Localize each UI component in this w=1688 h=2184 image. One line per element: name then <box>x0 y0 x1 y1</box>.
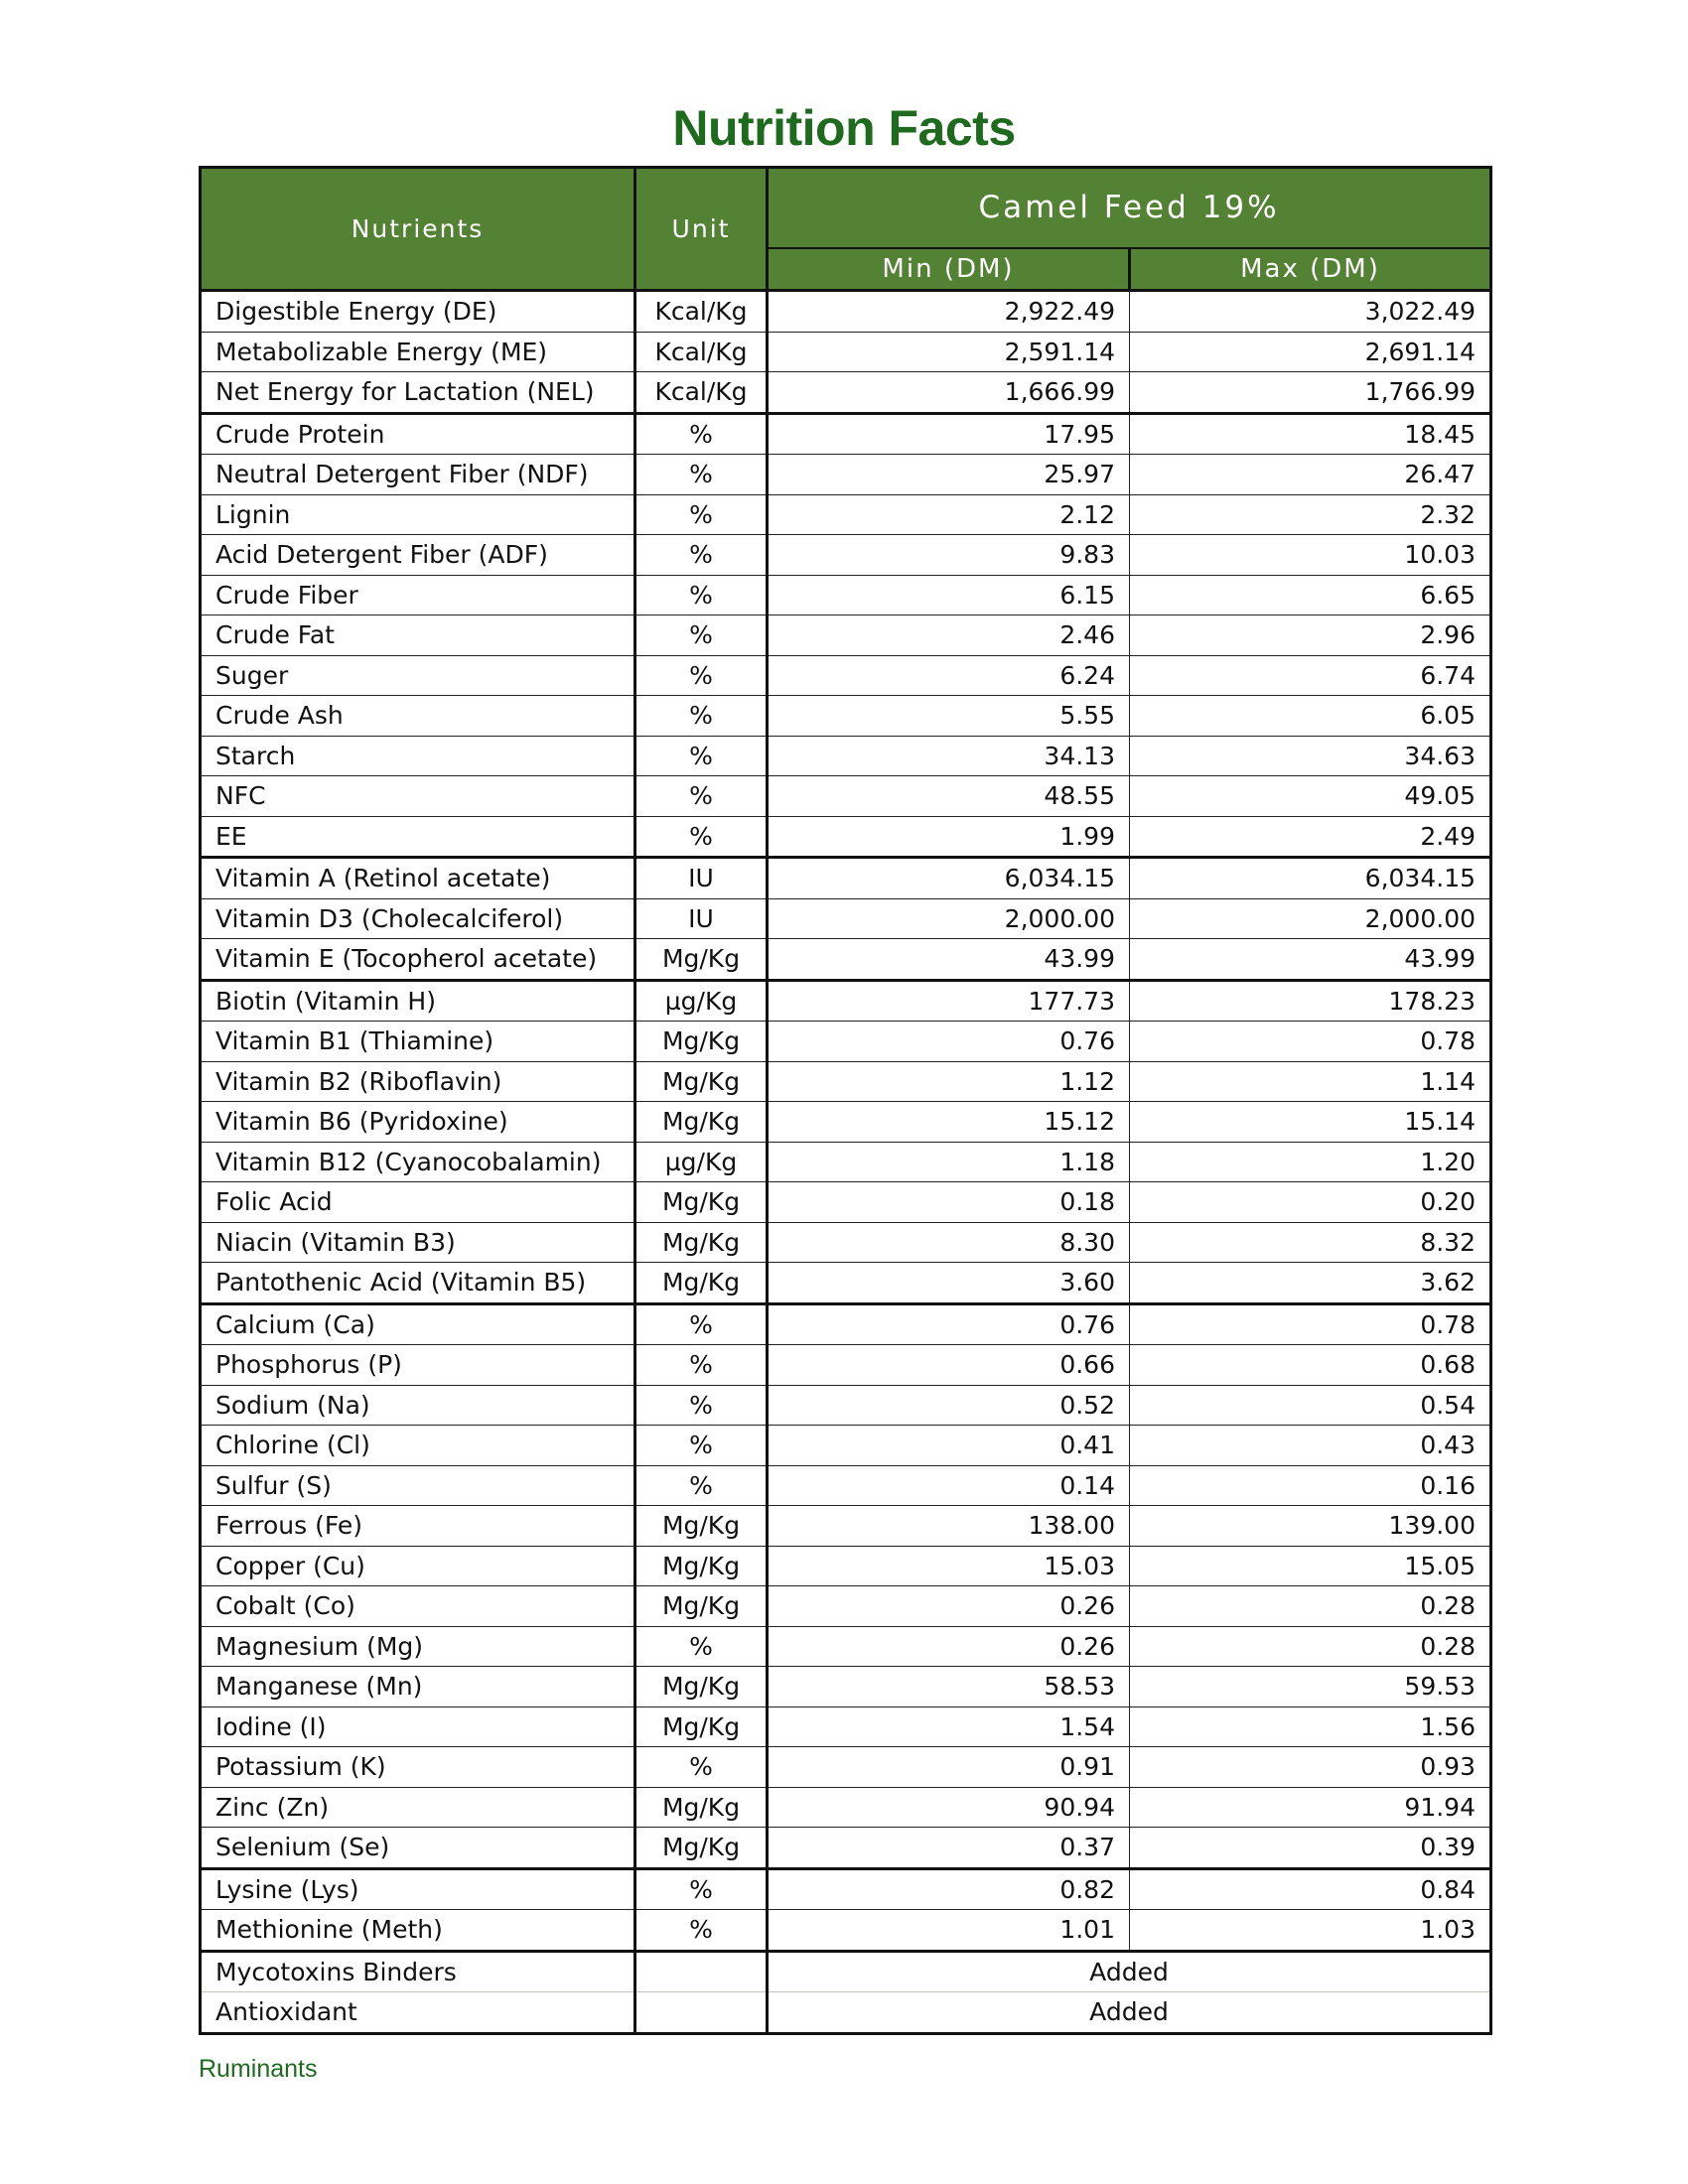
table-row <box>201 898 1491 939</box>
nutrient-name: Lysine (Lys) <box>201 1868 635 1910</box>
nutrient-name: Antioxidant <box>201 1992 635 2034</box>
nutrient-unit: Kcal/Kg <box>635 372 768 414</box>
table-row <box>201 816 1491 858</box>
nutrient-unit: % <box>635 1465 768 1506</box>
min-value: 0.26 <box>768 1586 1130 1627</box>
nutrient-name: Mycotoxins Binders <box>201 1951 635 1992</box>
max-value: 3.62 <box>1130 1263 1491 1304</box>
nutrient-name: Iodine (I) <box>201 1706 635 1747</box>
nutrient-name: EE <box>201 816 635 858</box>
nutrient-name: Crude Ash <box>201 696 635 737</box>
nutrient-name: Potassium (K) <box>201 1747 635 1788</box>
min-value: 15.12 <box>768 1102 1130 1143</box>
nutrient-unit: Mg/Kg <box>635 1667 768 1707</box>
min-value: 0.52 <box>768 1385 1130 1426</box>
nutrient-name: Net Energy for Lactation (NEL) <box>201 372 635 414</box>
nutrient-unit: Mg/Kg <box>635 1182 768 1223</box>
max-value: 15.05 <box>1130 1546 1491 1586</box>
max-value: 0.28 <box>1130 1586 1491 1627</box>
nutrient-unit: % <box>635 1747 768 1788</box>
min-value: 9.83 <box>768 535 1130 576</box>
max-value: 0.39 <box>1130 1828 1491 1869</box>
min-value: 2,000.00 <box>768 898 1130 939</box>
max-value: 59.53 <box>1130 1667 1491 1707</box>
max-value: 178.23 <box>1130 980 1491 1022</box>
table-row <box>201 1263 1491 1304</box>
nutrient-name: Vitamin E (Tocopherol acetate) <box>201 939 635 981</box>
max-value: 0.28 <box>1130 1626 1491 1667</box>
nutrient-name: NFC <box>201 776 635 817</box>
min-value: 17.95 <box>768 413 1130 455</box>
unit-header: Unit <box>635 168 768 291</box>
nutrient-name: Pantothenic Acid (Vitamin B5) <box>201 1263 635 1304</box>
nutrient-unit: Mg/Kg <box>635 1706 768 1747</box>
table-row <box>201 1142 1491 1182</box>
nutrient-unit: Mg/Kg <box>635 1022 768 1062</box>
table-row <box>201 535 1491 576</box>
min-value: 0.82 <box>768 1868 1130 1910</box>
table-row <box>201 1222 1491 1263</box>
nutrient-unit: Kcal/Kg <box>635 332 768 372</box>
footer-category: Ruminants <box>199 2055 318 2083</box>
min-value: 138.00 <box>768 1506 1130 1547</box>
min-value: 3.60 <box>768 1263 1130 1304</box>
table-row <box>201 1385 1491 1426</box>
min-value: 5.55 <box>768 696 1130 737</box>
table-row <box>201 736 1491 776</box>
nutrient-unit: % <box>635 816 768 858</box>
product-header: Camel Feed 19% <box>768 168 1491 248</box>
nutrient-name: Vitamin B2 (Riboflavin) <box>201 1061 635 1102</box>
max-value: 10.03 <box>1130 535 1491 576</box>
table-row <box>201 1465 1491 1506</box>
nutrient-name: Crude Fiber <box>201 575 635 615</box>
min-header: Min (DM) <box>768 248 1130 291</box>
page-title: Nutrition Facts <box>672 100 1016 156</box>
min-value: 1,666.99 <box>768 372 1130 414</box>
table-row <box>201 1506 1491 1547</box>
table-row <box>201 494 1491 535</box>
min-value: 0.76 <box>768 1303 1130 1345</box>
max-value: 139.00 <box>1130 1506 1491 1547</box>
added-value: Added <box>768 1951 1491 1992</box>
nutrient-unit: Mg/Kg <box>635 1061 768 1102</box>
min-value: 1.54 <box>768 1706 1130 1747</box>
nutrient-unit: % <box>635 696 768 737</box>
nutrient-unit <box>635 1992 768 2034</box>
table-row <box>201 1667 1491 1707</box>
nutrient-name: Acid Detergent Fiber (ADF) <box>201 535 635 576</box>
min-value: 8.30 <box>768 1222 1130 1263</box>
nutrient-name: Suger <box>201 655 635 696</box>
min-value: 0.26 <box>768 1626 1130 1667</box>
max-value: 15.14 <box>1130 1102 1491 1143</box>
min-value: 0.91 <box>768 1747 1130 1788</box>
max-value: 18.45 <box>1130 413 1491 455</box>
nutrient-unit: Mg/Kg <box>635 1787 768 1828</box>
nutrient-unit: % <box>635 494 768 535</box>
nutrient-name: Chlorine (Cl) <box>201 1426 635 1466</box>
table-row <box>201 372 1491 414</box>
max-value: 91.94 <box>1130 1787 1491 1828</box>
max-value: 6.65 <box>1130 575 1491 615</box>
nutrient-name: Vitamin D3 (Cholecalciferol) <box>201 898 635 939</box>
max-value: 2.96 <box>1130 615 1491 656</box>
nutrient-name: Lignin <box>201 494 635 535</box>
nutrient-name: Crude Protein <box>201 413 635 455</box>
max-value: 49.05 <box>1130 776 1491 817</box>
nutrient-unit: IU <box>635 858 768 899</box>
min-value: 48.55 <box>768 776 1130 817</box>
min-value: 2.46 <box>768 615 1130 656</box>
nutrient-unit: Mg/Kg <box>635 939 768 981</box>
nutrient-unit: % <box>635 1626 768 1667</box>
min-value: 0.41 <box>768 1426 1130 1466</box>
table-row <box>201 575 1491 615</box>
nutrient-name: Methionine (Meth) <box>201 1910 635 1952</box>
nutrient-unit: % <box>635 736 768 776</box>
table-row <box>201 1426 1491 1466</box>
nutrient-unit: Mg/Kg <box>635 1828 768 1869</box>
min-value: 6.24 <box>768 655 1130 696</box>
added-value: Added <box>768 1992 1491 2034</box>
table-row <box>201 1061 1491 1102</box>
max-value: 1.56 <box>1130 1706 1491 1747</box>
nutrient-unit: % <box>635 655 768 696</box>
table-row <box>201 1182 1491 1223</box>
min-value: 25.97 <box>768 455 1130 495</box>
nutrient-unit: % <box>635 1345 768 1386</box>
nutrient-unit: % <box>635 413 768 455</box>
table-row <box>201 1303 1491 1345</box>
max-value: 1.20 <box>1130 1142 1491 1182</box>
max-value: 1.03 <box>1130 1910 1491 1952</box>
table-row <box>201 1345 1491 1386</box>
max-value: 8.32 <box>1130 1222 1491 1263</box>
max-value: 2,000.00 <box>1130 898 1491 939</box>
nutrient-unit: % <box>635 1303 768 1345</box>
nutrient-unit: % <box>635 1426 768 1466</box>
nutrient-unit: % <box>635 1868 768 1910</box>
nutrient-name: Folic Acid <box>201 1182 635 1223</box>
table-row <box>201 1828 1491 1869</box>
nutrient-rows <box>201 291 1491 2034</box>
min-value: 0.14 <box>768 1465 1130 1506</box>
max-value: 0.78 <box>1130 1303 1491 1345</box>
nutrients-header: Nutrients <box>201 168 635 291</box>
table-row <box>201 1706 1491 1747</box>
nutrient-name: Vitamin A (Retinol acetate) <box>201 858 635 899</box>
nutrient-name: Copper (Cu) <box>201 1546 635 1586</box>
nutrient-unit: Mg/Kg <box>635 1102 768 1143</box>
table-row <box>201 696 1491 737</box>
max-value: 6,034.15 <box>1130 858 1491 899</box>
min-value: 15.03 <box>768 1546 1130 1586</box>
table-row <box>201 776 1491 817</box>
table-row <box>201 1910 1491 1952</box>
max-value: 1,766.99 <box>1130 372 1491 414</box>
min-value: 1.01 <box>768 1910 1130 1952</box>
nutrient-name: Metabolizable Energy (ME) <box>201 332 635 372</box>
nutrient-unit: µg/Kg <box>635 980 768 1022</box>
max-value: 0.16 <box>1130 1465 1491 1506</box>
nutrient-name: Phosphorus (P) <box>201 1345 635 1386</box>
nutrient-name: Crude Fat <box>201 615 635 656</box>
max-header: Max (DM) <box>1130 248 1491 291</box>
nutrient-name: Vitamin B6 (Pyridoxine) <box>201 1102 635 1143</box>
max-value: 0.43 <box>1130 1426 1491 1466</box>
nutrient-name: Magnesium (Mg) <box>201 1626 635 1667</box>
table-row <box>201 1951 1491 1992</box>
max-value: 6.05 <box>1130 696 1491 737</box>
nutrient-unit: Mg/Kg <box>635 1222 768 1263</box>
table-row <box>201 455 1491 495</box>
min-value: 0.76 <box>768 1022 1130 1062</box>
max-value: 3,022.49 <box>1130 291 1491 333</box>
table-row <box>201 939 1491 981</box>
nutrient-unit: IU <box>635 898 768 939</box>
max-value: 2.32 <box>1130 494 1491 535</box>
nutrient-name: Zinc (Zn) <box>201 1787 635 1828</box>
nutrient-name: Niacin (Vitamin B3) <box>201 1222 635 1263</box>
max-value: 2.49 <box>1130 816 1491 858</box>
nutrient-unit: Kcal/Kg <box>635 291 768 333</box>
max-value: 2,691.14 <box>1130 332 1491 372</box>
nutrient-unit: Mg/Kg <box>635 1586 768 1627</box>
max-value: 34.63 <box>1130 736 1491 776</box>
max-value: 0.78 <box>1130 1022 1491 1062</box>
nutrient-unit: % <box>635 1385 768 1426</box>
table-row <box>201 1992 1491 2034</box>
nutrient-unit: Mg/Kg <box>635 1506 768 1547</box>
min-value: 0.66 <box>768 1345 1130 1386</box>
max-value: 1.14 <box>1130 1061 1491 1102</box>
table-row <box>201 1546 1491 1586</box>
nutrient-name: Manganese (Mn) <box>201 1667 635 1707</box>
min-value: 0.37 <box>768 1828 1130 1869</box>
nutrient-unit: % <box>635 455 768 495</box>
nutrient-name: Biotin (Vitamin H) <box>201 980 635 1022</box>
nutrient-name: Starch <box>201 736 635 776</box>
min-value: 43.99 <box>768 939 1130 981</box>
nutrient-unit: Mg/Kg <box>635 1263 768 1304</box>
nutrient-unit: µg/Kg <box>635 1142 768 1182</box>
nutrient-name: Vitamin B1 (Thiamine) <box>201 1022 635 1062</box>
table-row <box>201 413 1491 455</box>
table-row <box>201 615 1491 656</box>
nutrient-unit: % <box>635 1910 768 1952</box>
table-row <box>201 1102 1491 1143</box>
min-value: 6.15 <box>768 575 1130 615</box>
nutrient-name: Calcium (Ca) <box>201 1303 635 1345</box>
max-value: 26.47 <box>1130 455 1491 495</box>
nutrient-name: Vitamin B12 (Cyanocobalamin) <box>201 1142 635 1182</box>
table-row <box>201 291 1491 333</box>
nutrition-table <box>199 166 1492 2035</box>
min-value: 0.18 <box>768 1182 1130 1223</box>
table-row <box>201 655 1491 696</box>
nutrient-unit: % <box>635 535 768 576</box>
min-value: 177.73 <box>768 980 1130 1022</box>
nutrient-name: Cobalt (Co) <box>201 1586 635 1627</box>
nutrient-name: Ferrous (Fe) <box>201 1506 635 1547</box>
min-value: 1.99 <box>768 816 1130 858</box>
min-value: 34.13 <box>768 736 1130 776</box>
min-value: 58.53 <box>768 1667 1130 1707</box>
max-value: 6.74 <box>1130 655 1491 696</box>
nutrient-name: Selenium (Se) <box>201 1828 635 1869</box>
nutrient-unit: % <box>635 575 768 615</box>
max-value: 0.68 <box>1130 1345 1491 1386</box>
table-row <box>201 1747 1491 1788</box>
table-row <box>201 1626 1491 1667</box>
table-row <box>201 1586 1491 1627</box>
min-value: 1.18 <box>768 1142 1130 1182</box>
max-value: 0.93 <box>1130 1747 1491 1788</box>
nutrient-name: Sulfur (S) <box>201 1465 635 1506</box>
table-row <box>201 1868 1491 1910</box>
table-row <box>201 1022 1491 1062</box>
nutrient-unit: % <box>635 615 768 656</box>
max-value: 0.20 <box>1130 1182 1491 1223</box>
min-value: 2.12 <box>768 494 1130 535</box>
max-value: 0.84 <box>1130 1868 1491 1910</box>
nutrient-unit: Mg/Kg <box>635 1546 768 1586</box>
min-value: 6,034.15 <box>768 858 1130 899</box>
table-row <box>201 980 1491 1022</box>
nutrient-unit <box>635 1951 768 1992</box>
min-value: 1.12 <box>768 1061 1130 1102</box>
nutrient-name: Digestible Energy (DE) <box>201 291 635 333</box>
nutrient-name: Sodium (Na) <box>201 1385 635 1426</box>
table-row <box>201 332 1491 372</box>
min-value: 2,922.49 <box>768 291 1130 333</box>
nutrient-unit: % <box>635 776 768 817</box>
min-value: 2,591.14 <box>768 332 1130 372</box>
nutrient-name: Neutral Detergent Fiber (NDF) <box>201 455 635 495</box>
min-value: 90.94 <box>768 1787 1130 1828</box>
table-row <box>201 858 1491 899</box>
table-row <box>201 1787 1491 1828</box>
max-value: 0.54 <box>1130 1385 1491 1426</box>
max-value: 43.99 <box>1130 939 1491 981</box>
